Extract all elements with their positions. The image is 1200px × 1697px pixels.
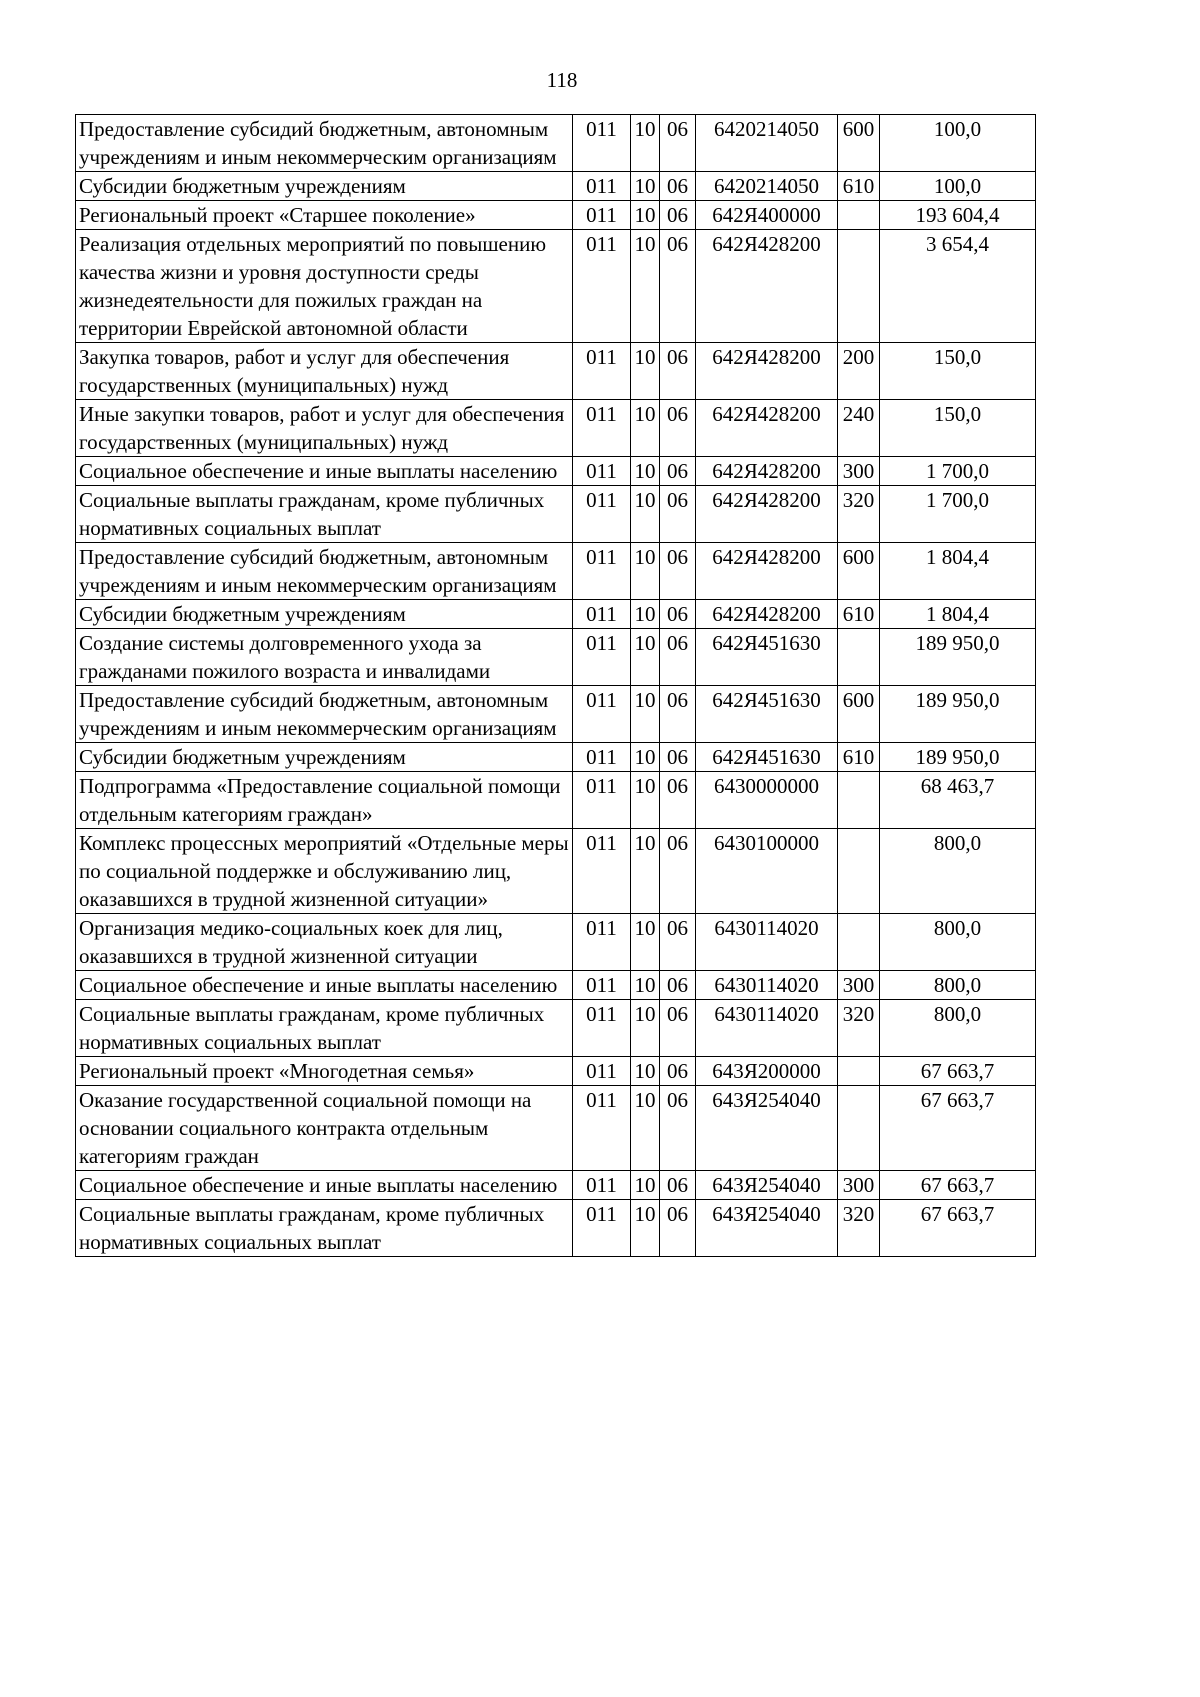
target-article-cell: 6420214050 bbox=[696, 172, 838, 201]
grbs-code-cell: 011 bbox=[573, 172, 631, 201]
target-article-cell: 642Я451630 bbox=[696, 743, 838, 772]
subsection-code-cell: 06 bbox=[660, 600, 696, 629]
row-name-cell: Социальное обеспечение и иные выплаты населению bbox=[76, 971, 573, 1000]
expense-type-cell bbox=[838, 629, 880, 686]
amount-cell: 189 950,0 bbox=[880, 629, 1036, 686]
section-code-cell: 10 bbox=[631, 486, 660, 543]
grbs-code-cell: 011 bbox=[573, 971, 631, 1000]
expense-type-cell: 610 bbox=[838, 600, 880, 629]
grbs-code-cell: 011 bbox=[573, 486, 631, 543]
amount-cell: 800,0 bbox=[880, 914, 1036, 971]
grbs-code-cell: 011 bbox=[573, 829, 631, 914]
amount-cell: 800,0 bbox=[880, 829, 1036, 914]
subsection-code-cell: 06 bbox=[660, 772, 696, 829]
target-article-cell: 643Я254040 bbox=[696, 1086, 838, 1171]
target-article-cell: 642Я428200 bbox=[696, 600, 838, 629]
target-article-cell: 643Я200000 bbox=[696, 1057, 838, 1086]
section-code-cell: 10 bbox=[631, 201, 660, 230]
table-row bbox=[76, 772, 1036, 829]
amount-cell: 1 700,0 bbox=[880, 457, 1036, 486]
amount-cell: 67 663,7 bbox=[880, 1086, 1036, 1171]
target-article-cell: 642Я400000 bbox=[696, 201, 838, 230]
target-article-cell: 6430114020 bbox=[696, 1000, 838, 1057]
table-row bbox=[76, 230, 1036, 343]
target-article-cell: 642Я428200 bbox=[696, 343, 838, 400]
amount-cell: 1 804,4 bbox=[880, 543, 1036, 600]
expense-type-cell: 320 bbox=[838, 1000, 880, 1057]
subsection-code-cell: 06 bbox=[660, 829, 696, 914]
row-name-cell: Организация медико-социальных коек для лиц, оказавшихся в трудной жизненной ситуации bbox=[76, 914, 573, 971]
section-code-cell: 10 bbox=[631, 914, 660, 971]
row-name-cell: Предоставление субсидий бюджетным, автономным учреждениям и иным некоммерческим организациям bbox=[76, 115, 573, 172]
amount-cell: 100,0 bbox=[880, 172, 1036, 201]
grbs-code-cell: 011 bbox=[573, 1086, 631, 1171]
table-row bbox=[76, 743, 1036, 772]
amount-cell: 800,0 bbox=[880, 971, 1036, 1000]
section-code-cell: 10 bbox=[631, 772, 660, 829]
expense-type-cell: 240 bbox=[838, 400, 880, 457]
amount-cell: 800,0 bbox=[880, 1000, 1036, 1057]
grbs-code-cell: 011 bbox=[573, 600, 631, 629]
grbs-code-cell: 011 bbox=[573, 1057, 631, 1086]
table-row bbox=[76, 343, 1036, 400]
subsection-code-cell: 06 bbox=[660, 914, 696, 971]
table-row bbox=[76, 1057, 1036, 1086]
subsection-code-cell: 06 bbox=[660, 230, 696, 343]
grbs-code-cell: 011 bbox=[573, 1200, 631, 1257]
expense-type-cell: 300 bbox=[838, 971, 880, 1000]
grbs-code-cell: 011 bbox=[573, 543, 631, 600]
subsection-code-cell: 06 bbox=[660, 1086, 696, 1171]
section-code-cell: 10 bbox=[631, 600, 660, 629]
section-code-cell: 10 bbox=[631, 743, 660, 772]
section-code-cell: 10 bbox=[631, 1171, 660, 1200]
row-name-cell: Региональный проект «Многодетная семья» bbox=[76, 1057, 573, 1086]
expense-type-cell bbox=[838, 914, 880, 971]
section-code-cell: 10 bbox=[631, 115, 660, 172]
row-name-cell: Социальные выплаты гражданам, кроме публичных нормативных социальных выплат bbox=[76, 1200, 573, 1257]
row-name-cell: Реализация отдельных мероприятий по повышению качества жизни и уровня доступности среды жизнедеятельности для пожилых граждан на территории Еврейской автономной области bbox=[76, 230, 573, 343]
target-article-cell: 642Я428200 bbox=[696, 486, 838, 543]
section-code-cell: 10 bbox=[631, 1200, 660, 1257]
table-row bbox=[76, 172, 1036, 201]
subsection-code-cell: 06 bbox=[660, 629, 696, 686]
grbs-code-cell: 011 bbox=[573, 115, 631, 172]
amount-cell: 150,0 bbox=[880, 400, 1036, 457]
grbs-code-cell: 011 bbox=[573, 1171, 631, 1200]
table-row bbox=[76, 1000, 1036, 1057]
expense-type-cell bbox=[838, 829, 880, 914]
page-number: 118 bbox=[546, 68, 578, 92]
expense-type-cell bbox=[838, 201, 880, 230]
subsection-code-cell: 06 bbox=[660, 457, 696, 486]
target-article-cell: 643Я254040 bbox=[696, 1171, 838, 1200]
target-article-cell: 6420214050 bbox=[696, 115, 838, 172]
amount-cell: 3 654,4 bbox=[880, 230, 1036, 343]
subsection-code-cell: 06 bbox=[660, 201, 696, 230]
target-article-cell: 642Я428200 bbox=[696, 543, 838, 600]
row-name-cell: Субсидии бюджетным учреждениям bbox=[76, 172, 573, 201]
subsection-code-cell: 06 bbox=[660, 486, 696, 543]
table-row bbox=[76, 543, 1036, 600]
table-row bbox=[76, 400, 1036, 457]
row-name-cell: Создание системы долговременного ухода за гражданами пожилого возраста и инвалидами bbox=[76, 629, 573, 686]
table-row bbox=[76, 1200, 1036, 1257]
table-row bbox=[76, 486, 1036, 543]
target-article-cell: 642Я428200 bbox=[696, 400, 838, 457]
table-row bbox=[76, 1086, 1036, 1171]
section-code-cell: 10 bbox=[631, 629, 660, 686]
row-name-cell: Иные закупки товаров, работ и услуг для обеспечения государственных (муниципальных) нужд bbox=[76, 400, 573, 457]
table-row bbox=[76, 457, 1036, 486]
target-article-cell: 6430000000 bbox=[696, 772, 838, 829]
amount-cell: 150,0 bbox=[880, 343, 1036, 400]
section-code-cell: 10 bbox=[631, 343, 660, 400]
target-article-cell: 6430114020 bbox=[696, 971, 838, 1000]
amount-cell: 1 700,0 bbox=[880, 486, 1036, 543]
table-row bbox=[76, 1171, 1036, 1200]
target-article-cell: 642Я451630 bbox=[696, 629, 838, 686]
expense-type-cell: 600 bbox=[838, 543, 880, 600]
subsection-code-cell: 06 bbox=[660, 743, 696, 772]
amount-cell: 68 463,7 bbox=[880, 772, 1036, 829]
subsection-code-cell: 06 bbox=[660, 172, 696, 201]
grbs-code-cell: 011 bbox=[573, 686, 631, 743]
section-code-cell: 10 bbox=[631, 543, 660, 600]
amount-cell: 67 663,7 bbox=[880, 1171, 1036, 1200]
expense-type-cell bbox=[838, 772, 880, 829]
row-name-cell: Социальные выплаты гражданам, кроме публичных нормативных социальных выплат bbox=[76, 1000, 573, 1057]
table-row bbox=[76, 629, 1036, 686]
grbs-code-cell: 011 bbox=[573, 772, 631, 829]
row-name-cell: Закупка товаров, работ и услуг для обеспечения государственных (муниципальных) нужд bbox=[76, 343, 573, 400]
expense-type-cell: 300 bbox=[838, 1171, 880, 1200]
table-row bbox=[76, 115, 1036, 172]
section-code-cell: 10 bbox=[631, 1000, 660, 1057]
amount-cell: 100,0 bbox=[880, 115, 1036, 172]
table-row bbox=[76, 971, 1036, 1000]
table-row bbox=[76, 686, 1036, 743]
amount-cell: 67 663,7 bbox=[880, 1057, 1036, 1086]
table-row bbox=[76, 914, 1036, 971]
amount-cell: 189 950,0 bbox=[880, 743, 1036, 772]
table-body bbox=[76, 115, 1036, 1257]
grbs-code-cell: 011 bbox=[573, 743, 631, 772]
grbs-code-cell: 011 bbox=[573, 457, 631, 486]
row-name-cell: Предоставление субсидий бюджетным, автономным учреждениям и иным некоммерческим организациям bbox=[76, 686, 573, 743]
expense-type-cell: 320 bbox=[838, 486, 880, 543]
subsection-code-cell: 06 bbox=[660, 686, 696, 743]
row-name-cell: Региональный проект «Старшее поколение» bbox=[76, 201, 573, 230]
target-article-cell: 643Я254040 bbox=[696, 1200, 838, 1257]
expense-type-cell: 600 bbox=[838, 115, 880, 172]
row-name-cell: Оказание государственной социальной помощи на основании социального контракта отдельным категориям граждан bbox=[76, 1086, 573, 1171]
row-name-cell: Социальное обеспечение и иные выплаты населению bbox=[76, 457, 573, 486]
subsection-code-cell: 06 bbox=[660, 1057, 696, 1086]
section-code-cell: 10 bbox=[631, 230, 660, 343]
amount-cell: 193 604,4 bbox=[880, 201, 1036, 230]
subsection-code-cell: 06 bbox=[660, 115, 696, 172]
budget-table bbox=[75, 114, 1036, 1257]
subsection-code-cell: 06 bbox=[660, 400, 696, 457]
row-name-cell: Социальные выплаты гражданам, кроме публичных нормативных социальных выплат bbox=[76, 486, 573, 543]
section-code-cell: 10 bbox=[631, 172, 660, 201]
table-row bbox=[76, 829, 1036, 914]
row-name-cell: Комплекс процессных мероприятий «Отдельные меры по социальной поддержке и обслуживанию лиц, оказавшихся в трудной жизненной ситуации» bbox=[76, 829, 573, 914]
expense-type-cell: 600 bbox=[838, 686, 880, 743]
grbs-code-cell: 011 bbox=[573, 629, 631, 686]
row-name-cell: Субсидии бюджетным учреждениям bbox=[76, 600, 573, 629]
expense-type-cell bbox=[838, 1057, 880, 1086]
target-article-cell: 642Я428200 bbox=[696, 457, 838, 486]
section-code-cell: 10 bbox=[631, 400, 660, 457]
expense-type-cell: 610 bbox=[838, 743, 880, 772]
expense-type-cell: 200 bbox=[838, 343, 880, 400]
section-code-cell: 10 bbox=[631, 971, 660, 1000]
section-code-cell: 10 bbox=[631, 1057, 660, 1086]
target-article-cell: 6430100000 bbox=[696, 829, 838, 914]
subsection-code-cell: 06 bbox=[660, 971, 696, 1000]
subsection-code-cell: 06 bbox=[660, 1000, 696, 1057]
expense-type-cell: 320 bbox=[838, 1200, 880, 1257]
row-name-cell: Субсидии бюджетным учреждениям bbox=[76, 743, 573, 772]
row-name-cell: Социальное обеспечение и иные выплаты населению bbox=[76, 1171, 573, 1200]
table-row bbox=[76, 600, 1036, 629]
amount-cell: 67 663,7 bbox=[880, 1200, 1036, 1257]
section-code-cell: 10 bbox=[631, 686, 660, 743]
expense-type-cell: 300 bbox=[838, 457, 880, 486]
grbs-code-cell: 011 bbox=[573, 1000, 631, 1057]
row-name-cell: Предоставление субсидий бюджетным, автономным учреждениям и иным некоммерческим организациям bbox=[76, 543, 573, 600]
target-article-cell: 642Я428200 bbox=[696, 230, 838, 343]
grbs-code-cell: 011 bbox=[573, 343, 631, 400]
target-article-cell: 642Я451630 bbox=[696, 686, 838, 743]
grbs-code-cell: 011 bbox=[573, 400, 631, 457]
subsection-code-cell: 06 bbox=[660, 343, 696, 400]
grbs-code-cell: 011 bbox=[573, 230, 631, 343]
section-code-cell: 10 bbox=[631, 829, 660, 914]
expense-type-cell bbox=[838, 1086, 880, 1171]
expense-type-cell bbox=[838, 230, 880, 343]
row-name-cell: Подпрограмма «Предоставление социальной помощи отдельным категориям граждан» bbox=[76, 772, 573, 829]
table-row bbox=[76, 201, 1036, 230]
amount-cell: 189 950,0 bbox=[880, 686, 1036, 743]
grbs-code-cell: 011 bbox=[573, 201, 631, 230]
expense-type-cell: 610 bbox=[838, 172, 880, 201]
section-code-cell: 10 bbox=[631, 1086, 660, 1171]
subsection-code-cell: 06 bbox=[660, 1200, 696, 1257]
subsection-code-cell: 06 bbox=[660, 543, 696, 600]
section-code-cell: 10 bbox=[631, 457, 660, 486]
amount-cell: 1 804,4 bbox=[880, 600, 1036, 629]
subsection-code-cell: 06 bbox=[660, 1171, 696, 1200]
grbs-code-cell: 011 bbox=[573, 914, 631, 971]
target-article-cell: 6430114020 bbox=[696, 914, 838, 971]
